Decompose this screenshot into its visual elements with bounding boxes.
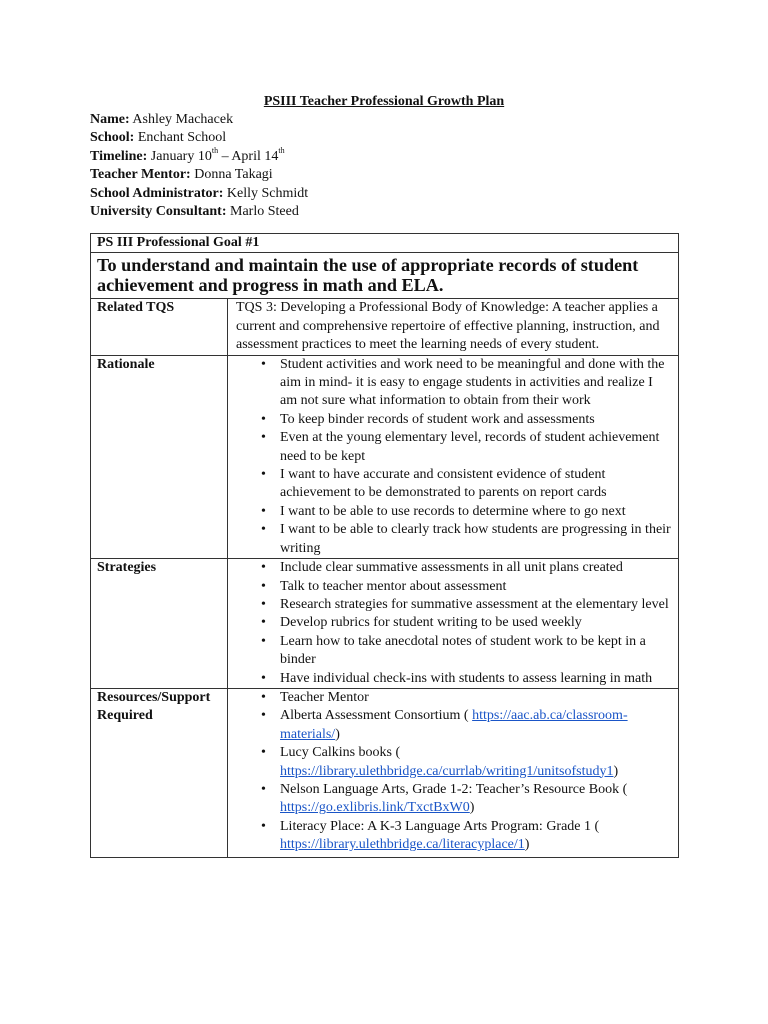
info-timeline: Timeline: January 10th – April 14th [90, 146, 285, 164]
info-mentor: Teacher Mentor: Donna Takagi [90, 167, 273, 183]
rationale-row [91, 355, 679, 558]
resource-link[interactable]: https://library.ulethbridge.ca/currlab/writing1/unitsofstudy1 [280, 763, 614, 779]
strategies-row [91, 559, 679, 689]
resource-item: • Literacy Place: A K-3 Language Arts Program: Grade 1 ( https://library.ulethbridge.ca/literacyplace/1) [280, 818, 672, 855]
rationale-item: • I want to be able to clearly track how students are progressing in their writing [280, 521, 672, 558]
info-block [90, 111, 308, 221]
resources-row [91, 688, 679, 857]
goal-table [90, 233, 679, 858]
strategies-list [236, 559, 672, 688]
rationale-item: • Even at the young elementary level, records of student achievement need to be kept [280, 429, 672, 466]
info-consultant: University Consultant: Marlo Steed [90, 204, 299, 220]
resource-item: • Alberta Assessment Consortium ( https://aac.ab.ca/classroom-materials/) [280, 707, 672, 744]
tqs-label: Related TQS [91, 299, 228, 355]
strategy-item: • Talk to teacher mentor about assessment [280, 578, 672, 596]
rationale-item: • To keep binder records of student work and assessments [280, 411, 672, 429]
resource-link[interactable]: https://aac.ab.ca/classroom-materials/ [280, 708, 628, 742]
resource-link[interactable]: https://go.exlibris.link/TxctBxW0 [280, 800, 470, 816]
document-title: PSIII Teacher Professional Growth Plan [263, 94, 505, 109]
strategy-item: • Have individual check-ins with students to assess learning in math [280, 670, 672, 688]
rationale-label: Rationale [91, 355, 228, 558]
goal-statement: To understand and maintain the use of appropriate records of student achievement and progress in math and ELA. [91, 253, 679, 299]
goal-label: PS III Professional Goal #1 [91, 234, 679, 253]
strategy-item: • Include clear summative assessments in all unit plans created [280, 559, 672, 577]
rationale-item: • I want to be able to use records to determine where to go next [280, 503, 672, 521]
info-admin: School Administrator: Kelly Schmidt [90, 185, 309, 201]
tqs-row [91, 299, 679, 355]
info-school: School: Enchant School [90, 130, 227, 146]
resources-list [236, 689, 672, 855]
info-name: Name: Ashley Machacek [90, 112, 234, 127]
strategies-label: Strategies [91, 559, 228, 689]
resource-item: • Teacher Mentor [280, 689, 672, 707]
strategy-item: • Research strategies for summative assessment at the elementary level [280, 596, 672, 614]
resource-item: • Nelson Language Arts, Grade 1-2: Teacher’s Resource Book ( https://go.exlibris.link/TxctBxW0) [280, 781, 672, 818]
tqs-text: TQS 3: Developing a Professional Body of Knowledge: A teacher applies a current and comprehensive repertoire of effective planning, instruction, and assessment practices to meet the learning needs of every student. [228, 299, 679, 355]
rationale-item: • Student activities and work need to be meaningful and done with the aim in mind- it is easy to engage students in activities and realize I am not sure what information to obtain from their work [280, 356, 672, 411]
resource-link[interactable]: https://library.ulethbridge.ca/literacyplace/1 [280, 837, 525, 853]
strategy-item: • Learn how to take anecdotal notes of student work to be kept in a binder [280, 633, 672, 670]
resource-item: • Lucy Calkins books ( https://library.ulethbridge.ca/currlab/writing1/unitsofstudy1) [280, 744, 672, 781]
strategy-item: • Develop rubrics for student writing to be used weekly [280, 614, 672, 632]
rationale-item: • I want to have accurate and consistent evidence of student achievement to be demonstrated to parents on report cards [280, 466, 672, 503]
resources-label: Resources/Support Required [91, 688, 228, 857]
rationale-list [236, 356, 672, 558]
